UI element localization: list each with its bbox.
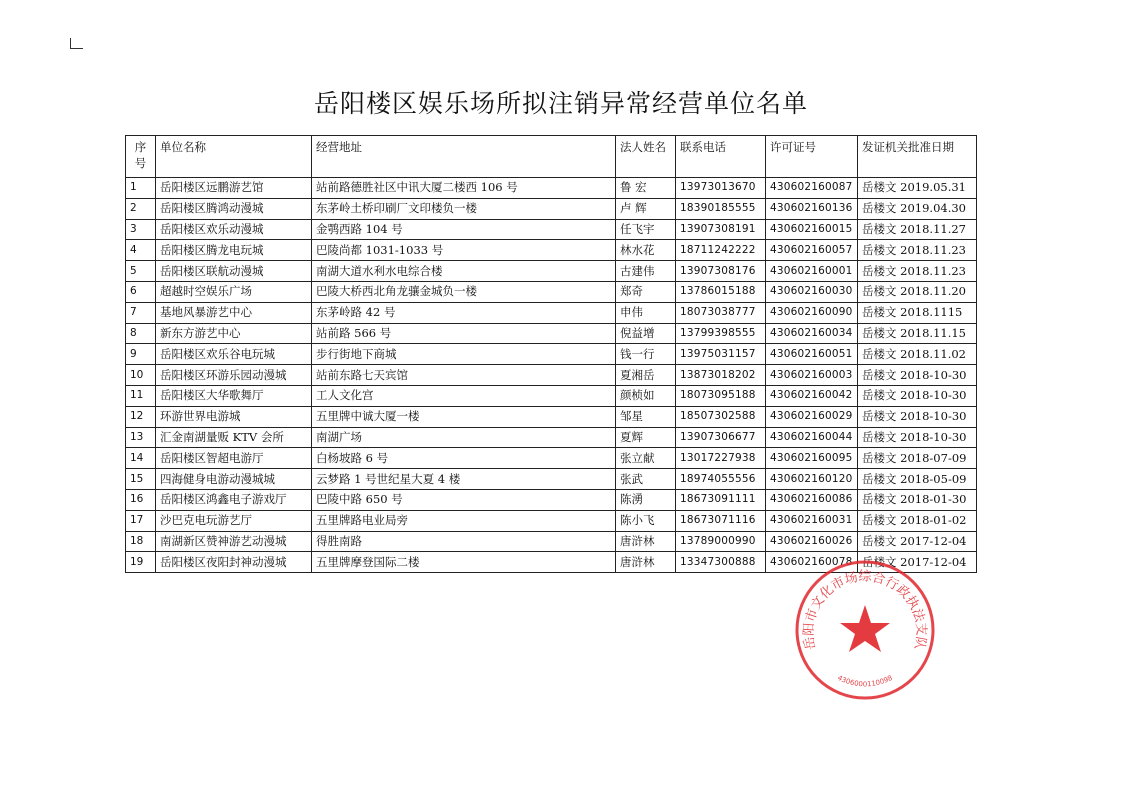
cell-legal-person: 夏辉 xyxy=(616,427,676,448)
cell-address: 白杨坡路 6 号 xyxy=(312,448,616,469)
svg-text:4306000110098 xyxy=(836,674,894,688)
table-body xyxy=(126,178,977,573)
table-row xyxy=(126,198,977,219)
cell-address: 巴陵尚都 1031-1033 号 xyxy=(312,240,616,261)
cell-seq: 6 xyxy=(126,281,156,302)
cell-license: 430602160051 xyxy=(766,344,858,365)
seal-number: 4306000110098 xyxy=(836,673,894,689)
cell-license: 430602160029 xyxy=(766,406,858,427)
cell-license: 430602160095 xyxy=(766,448,858,469)
cell-approval: 岳楼文 2018.11.20 xyxy=(858,281,977,302)
cell-name: 岳阳楼区鸿鑫电子游戏厅 xyxy=(156,489,312,510)
cell-legal-person: 任飞宇 xyxy=(616,219,676,240)
cell-name: 南湖新区赞神游艺动漫城 xyxy=(156,531,312,552)
cell-approval: 岳楼文 2018-10-30 xyxy=(858,427,977,448)
table-row xyxy=(126,240,977,261)
cell-name: 岳阳楼区欢乐谷电玩城 xyxy=(156,344,312,365)
cell-seq: 19 xyxy=(126,552,156,573)
cell-license: 430602160042 xyxy=(766,385,858,406)
cell-seq: 9 xyxy=(126,344,156,365)
cell-name: 岳阳楼区大华歌舞厅 xyxy=(156,385,312,406)
cell-license: 430602160136 xyxy=(766,198,858,219)
cell-name: 岳阳楼区腾龙电玩城 xyxy=(156,240,312,261)
cell-approval: 岳楼文 2018-07-09 xyxy=(858,448,977,469)
cell-license: 430602160090 xyxy=(766,302,858,323)
cell-license: 430602160015 xyxy=(766,219,858,240)
header-seq: 序号 xyxy=(126,136,156,178)
document-title: 岳阳楼区娱乐场所拟注销异常经营单位名单 xyxy=(313,89,808,118)
table-row xyxy=(126,385,977,406)
table-row xyxy=(126,302,977,323)
table-row xyxy=(126,406,977,427)
cell-legal-person: 陈小飞 xyxy=(616,510,676,531)
cell-phone: 18673091111 xyxy=(676,489,766,510)
cell-approval: 岳楼文 2018.11.27 xyxy=(858,219,977,240)
cell-license: 430602160001 xyxy=(766,261,858,282)
official-seal xyxy=(790,555,940,705)
cell-legal-person: 申伟 xyxy=(616,302,676,323)
cell-legal-person: 鲁 宏 xyxy=(616,178,676,199)
cell-legal-person: 夏湘岳 xyxy=(616,365,676,386)
cell-approval: 岳楼文 2018-01-30 xyxy=(858,489,977,510)
table-row xyxy=(126,489,977,510)
cell-name: 沙巴克电玩游艺厅 xyxy=(156,510,312,531)
cell-seq: 3 xyxy=(126,219,156,240)
cell-address: 东茅岭土桥印刷厂文印楼负一楼 xyxy=(312,198,616,219)
cell-legal-person: 卢 辉 xyxy=(616,198,676,219)
cell-address: 云梦路 1 号世纪星大夏 4 楼 xyxy=(312,469,616,490)
cell-legal-person: 唐浒林 xyxy=(616,552,676,573)
header-phone: 联系电话 xyxy=(676,136,766,178)
cell-address: 站前路德胜社区中讯大厦二楼西 106 号 xyxy=(312,178,616,199)
table-header-row xyxy=(126,136,977,178)
cell-name: 岳阳楼区欢乐动漫城 xyxy=(156,219,312,240)
cell-approval: 岳楼文 2019.05.31 xyxy=(858,178,977,199)
cell-approval: 岳楼文 2018-10-30 xyxy=(858,365,977,386)
seal-star-icon xyxy=(840,605,890,652)
cell-phone: 13789000990 xyxy=(676,531,766,552)
cell-phone: 18507302588 xyxy=(676,406,766,427)
cell-approval: 岳楼文 2018.1115 xyxy=(858,302,977,323)
cell-seq: 12 xyxy=(126,406,156,427)
cell-approval: 岳楼文 2018-01-02 xyxy=(858,510,977,531)
cell-seq: 15 xyxy=(126,469,156,490)
cell-legal-person: 古建伟 xyxy=(616,261,676,282)
cell-address: 五里牌中诚大厦一楼 xyxy=(312,406,616,427)
cell-phone: 13786015188 xyxy=(676,281,766,302)
cell-legal-person: 邹星 xyxy=(616,406,676,427)
cell-legal-person: 张立献 xyxy=(616,448,676,469)
cell-license: 430602160034 xyxy=(766,323,858,344)
cell-phone: 18673071116 xyxy=(676,510,766,531)
cell-seq: 5 xyxy=(126,261,156,282)
cell-name: 四海健身电游动漫城城 xyxy=(156,469,312,490)
cell-phone: 13907308191 xyxy=(676,219,766,240)
cell-phone: 13975031157 xyxy=(676,344,766,365)
table-row xyxy=(126,427,977,448)
cell-approval: 岳楼文 2018.11.23 xyxy=(858,261,977,282)
cell-seq: 1 xyxy=(126,178,156,199)
cell-seq: 16 xyxy=(126,489,156,510)
cell-approval: 岳楼文 2018-10-30 xyxy=(858,385,977,406)
cell-license: 430602160044 xyxy=(766,427,858,448)
cell-address: 巴陵大桥西北角龙骧金城负一楼 xyxy=(312,281,616,302)
cell-seq: 13 xyxy=(126,427,156,448)
cell-legal-person: 钱一行 xyxy=(616,344,676,365)
cell-legal-person: 唐浒林 xyxy=(616,531,676,552)
table-row xyxy=(126,469,977,490)
cell-phone: 18073095188 xyxy=(676,385,766,406)
table-row xyxy=(126,281,977,302)
cell-address: 站前路 566 号 xyxy=(312,323,616,344)
cell-seq: 7 xyxy=(126,302,156,323)
header-approval: 发证机关批准日期 xyxy=(858,136,977,178)
cell-phone: 13907308176 xyxy=(676,261,766,282)
cell-phone: 18711242222 xyxy=(676,240,766,261)
table-row xyxy=(126,219,977,240)
header-legal-person: 法人姓名 xyxy=(616,136,676,178)
cell-seq: 14 xyxy=(126,448,156,469)
cell-approval: 岳楼文 2017-12-04 xyxy=(858,552,977,573)
cell-seq: 2 xyxy=(126,198,156,219)
table-row xyxy=(126,531,977,552)
cell-license: 430602160086 xyxy=(766,489,858,510)
cell-name: 岳阳楼区远鹏游艺馆 xyxy=(156,178,312,199)
table-row xyxy=(126,365,977,386)
cell-license: 430602160031 xyxy=(766,510,858,531)
cell-name: 超越时空娱乐广场 xyxy=(156,281,312,302)
table-row xyxy=(126,323,977,344)
cell-address: 得胜南路 xyxy=(312,531,616,552)
cell-address: 五里牌路电业局旁 xyxy=(312,510,616,531)
cell-approval: 岳楼文 2019.04.30 xyxy=(858,198,977,219)
cell-address: 东茅岭路 42 号 xyxy=(312,302,616,323)
cell-legal-person: 倪益增 xyxy=(616,323,676,344)
cell-phone: 13907306677 xyxy=(676,427,766,448)
cell-approval: 岳楼文 2018.11.23 xyxy=(858,240,977,261)
cell-legal-person: 陈湧 xyxy=(616,489,676,510)
cell-address: 步行街地下商城 xyxy=(312,344,616,365)
cell-seq: 11 xyxy=(126,385,156,406)
cell-approval: 岳楼文 2018.11.15 xyxy=(858,323,977,344)
cell-name: 汇金南湖量贩 KTV 会所 xyxy=(156,427,312,448)
cell-license: 430602160057 xyxy=(766,240,858,261)
cell-seq: 4 xyxy=(126,240,156,261)
cell-legal-person: 郑奇 xyxy=(616,281,676,302)
cell-seq: 18 xyxy=(126,531,156,552)
unit-list-table xyxy=(125,135,977,573)
cell-phone: 13017227938 xyxy=(676,448,766,469)
cell-approval: 岳楼文 2018.11.02 xyxy=(858,344,977,365)
cell-phone: 18073038777 xyxy=(676,302,766,323)
cell-address: 工人文化宫 xyxy=(312,385,616,406)
cell-phone: 18390185555 xyxy=(676,198,766,219)
scan-corner-mark xyxy=(70,38,83,49)
cell-phone: 18974055556 xyxy=(676,469,766,490)
cell-address: 站前东路七天宾馆 xyxy=(312,365,616,386)
cell-license: 430602160030 xyxy=(766,281,858,302)
cell-approval: 岳楼文 2018-05-09 xyxy=(858,469,977,490)
table-row xyxy=(126,510,977,531)
cell-name: 新东方游艺中心 xyxy=(156,323,312,344)
cell-seq: 17 xyxy=(126,510,156,531)
cell-legal-person: 林水花 xyxy=(616,240,676,261)
cell-license: 430602160087 xyxy=(766,178,858,199)
cell-license: 430602160003 xyxy=(766,365,858,386)
cell-legal-person: 颜桢如 xyxy=(616,385,676,406)
cell-address: 南湖广场 xyxy=(312,427,616,448)
cell-name: 岳阳楼区腾鸿动漫城 xyxy=(156,198,312,219)
table-row xyxy=(126,178,977,199)
cell-seq: 8 xyxy=(126,323,156,344)
seal-text: 岳阳市文化市场综合行政执法支队 xyxy=(801,569,929,651)
cell-name: 岳阳楼区联航动漫城 xyxy=(156,261,312,282)
cell-approval: 岳楼文 2017-12-04 xyxy=(858,531,977,552)
header-name: 单位名称 xyxy=(156,136,312,178)
header-license: 许可证号 xyxy=(766,136,858,178)
header-address: 经营地址 xyxy=(312,136,616,178)
cell-name: 岳阳楼区夜阳封神动漫城 xyxy=(156,552,312,573)
cell-name: 岳阳楼区智超电游厅 xyxy=(156,448,312,469)
cell-name: 环游世界电游城 xyxy=(156,406,312,427)
cell-legal-person: 张武 xyxy=(616,469,676,490)
table-row xyxy=(126,261,977,282)
cell-name: 基地风暴游艺中心 xyxy=(156,302,312,323)
cell-address: 金鹗西路 104 号 xyxy=(312,219,616,240)
cell-phone: 13973013670 xyxy=(676,178,766,199)
table-row xyxy=(126,448,977,469)
cell-address: 五里牌摩登国际二楼 xyxy=(312,552,616,573)
cell-name: 岳阳楼区环游乐园动漫城 xyxy=(156,365,312,386)
cell-phone: 13799398555 xyxy=(676,323,766,344)
table-row xyxy=(126,344,977,365)
cell-address: 南湖大道水利水电综合楼 xyxy=(312,261,616,282)
cell-phone: 13347300888 xyxy=(676,552,766,573)
cell-address: 巴陵中路 650 号 xyxy=(312,489,616,510)
cell-license: 430602160026 xyxy=(766,531,858,552)
cell-approval: 岳楼文 2018-10-30 xyxy=(858,406,977,427)
cell-license: 430602160120 xyxy=(766,469,858,490)
cell-license: 430602160078 xyxy=(766,552,858,573)
cell-seq: 10 xyxy=(126,365,156,386)
cell-phone: 13873018202 xyxy=(676,365,766,386)
